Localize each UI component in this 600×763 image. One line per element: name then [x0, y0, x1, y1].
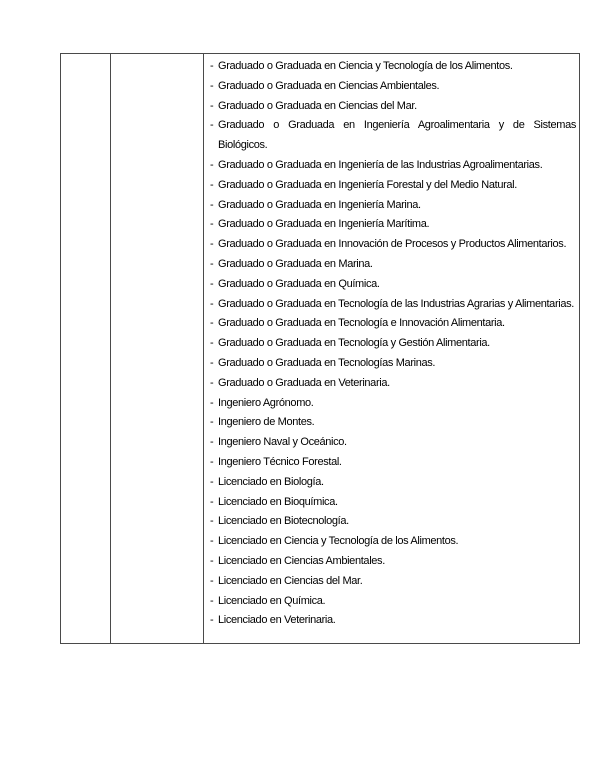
list-item: - Graduado o Graduada en Química.: [210, 275, 576, 295]
list-item: - Graduado o Graduada en Ingeniería Agroalimentaria y de Sistemas Biológicos.: [210, 116, 576, 156]
list-item: - Licenciado en Ciencias del Mar.: [210, 572, 576, 592]
list-item: - Graduado o Graduada en Tecnologías Marinas.: [210, 354, 576, 374]
list-item: - Graduado o Graduada en Veterinaria.: [210, 374, 576, 394]
list-item: - Licenciado en Ciencia y Tecnología de los Alimentos.: [210, 532, 576, 552]
list-item: - Graduado o Graduada en Ingeniería Forestal y del Medio Natural.: [210, 176, 576, 196]
list-item: - Graduado o Graduada en Tecnología e Innovación Alimentaria.: [210, 314, 576, 334]
list-item: - Licenciado en Biología.: [210, 473, 576, 493]
list-item: - Graduado o Graduada en Ciencias Ambientales.: [210, 77, 576, 97]
degree-list: [210, 57, 576, 631]
list-item: - Licenciado en Veterinaria.: [210, 611, 576, 631]
list-item: - Graduado o Graduada en Innovación de Procesos y Productos Alimentarios.: [210, 235, 576, 255]
list-item: - Graduado o Graduada en Ingeniería Marítima.: [210, 215, 576, 235]
list-item: - Graduado o Graduada en Marina.: [210, 255, 576, 275]
degrees-table: [60, 53, 580, 644]
list-item: - Ingeniero Naval y Oceánico.: [210, 433, 576, 453]
list-item: - Licenciado en Ciencias Ambientales.: [210, 552, 576, 572]
list-item: - Graduado o Graduada en Tecnología de las Industrias Agrarias y Alimentarias.: [210, 295, 576, 315]
list-item: - Graduado o Graduada en Ciencia y Tecnología de los Alimentos.: [210, 57, 576, 77]
table-column-degrees: [204, 54, 579, 643]
list-item: - Graduado o Graduada en Ingeniería Marina.: [210, 196, 576, 216]
list-item: - Licenciado en Química.: [210, 592, 576, 612]
list-item: - Ingeniero Técnico Forestal.: [210, 453, 576, 473]
list-item: - Graduado o Graduada en Ciencias del Mar.: [210, 97, 576, 117]
list-item: - Licenciado en Biotecnología.: [210, 512, 576, 532]
list-item: - Graduado o Graduada en Tecnología y Gestión Alimentaria.: [210, 334, 576, 354]
table-column-2: [111, 54, 204, 643]
list-item: - Licenciado en Bioquímica.: [210, 493, 576, 513]
list-item: - Ingeniero de Montes.: [210, 413, 576, 433]
table-column-1: [61, 54, 111, 643]
list-item: - Ingeniero Agrónomo.: [210, 394, 576, 414]
list-item: - Graduado o Graduada en Ingeniería de las Industrias Agroalimentarias.: [210, 156, 576, 176]
